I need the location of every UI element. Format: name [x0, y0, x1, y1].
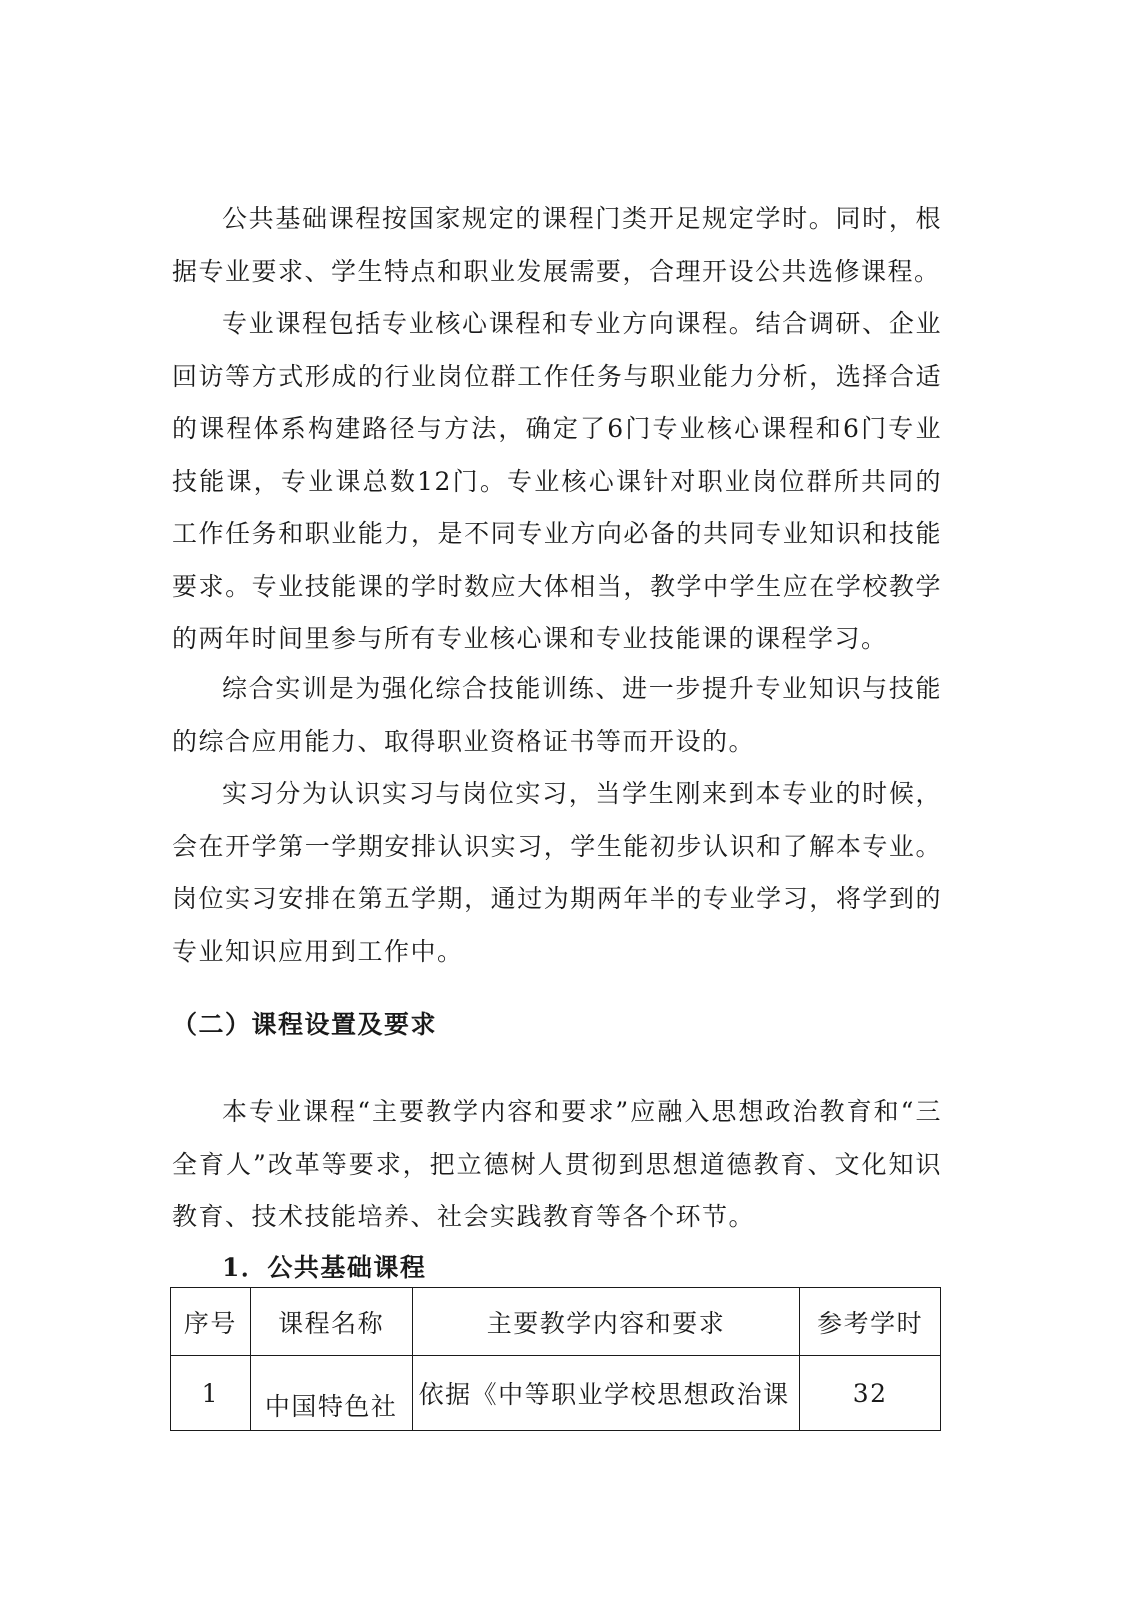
- header-hours: 参考学时: [800, 1288, 941, 1356]
- paragraph-course-requirements: 本专业课程“主要教学内容和要求”应融入思想政治教育和“三全育人”改革等要求，把立德树人贯彻到思想道德教育、文化知识教育、技术技能培养、社会实践教育等各个环节。: [172, 1097, 942, 1231]
- cell-seq: 1: [171, 1356, 251, 1431]
- cell-hours: 32: [800, 1356, 941, 1431]
- paragraph-public-foundation: 公共基础课程按国家规定的课程门类开足规定学时。同时，根据专业要求、学生特点和职业发展需要，合理开设公共选修课程。: [172, 204, 942, 286]
- cell-course-name: [250, 1356, 412, 1431]
- subsection-heading: 1．公共基础课程: [222, 1253, 427, 1282]
- paragraph-internship: 实习分为认识实习与岗位实习，当学生刚来到本专业的时候，会在开学第一学期安排认识实习，学生能初步认识和了解本专业。岗位实习安排在第五学期，通过为期两年半的专业学习，将学到的专业知识应用到工作中。: [172, 779, 942, 966]
- header-course-name: 课程名称: [250, 1288, 412, 1356]
- paragraph-professional-courses: 专业课程包括专业核心课程和专业方向课程。结合调研、企业回访等方式形成的行业岗位群工作任务与职业能力分析，选择合适的课程体系构建路径与方法，确定了6门专业核心课程和6门专业技能课，专业课总数12门。专业核心课针对职业岗位群所共同的工作任务和职业能力，是不同专业方向必备的共同专业知识和技能要求。专业技能课的学时数应大体相当，教学中学生应在学校教学的两年时间里参与所有专业核心课和专业技能课的课程学习。: [172, 309, 942, 653]
- cell-content: 依据《中等职业学校思想政治课: [412, 1356, 800, 1431]
- cell-course-name-text: 中国特色社: [264, 1392, 398, 1421]
- paragraph-comprehensive-training: 综合实训是为强化综合技能训练、进一步提升专业知识与技能的综合应用能力、取得职业资格证书等而开设的。: [172, 674, 942, 756]
- header-content: 主要教学内容和要求: [412, 1288, 800, 1356]
- table-row: [171, 1356, 941, 1431]
- section-heading: （二）课程设置及要求: [172, 1010, 438, 1039]
- header-seq: 序号: [171, 1288, 251, 1356]
- table-header-row: [171, 1288, 941, 1356]
- course-table: [170, 1287, 941, 1431]
